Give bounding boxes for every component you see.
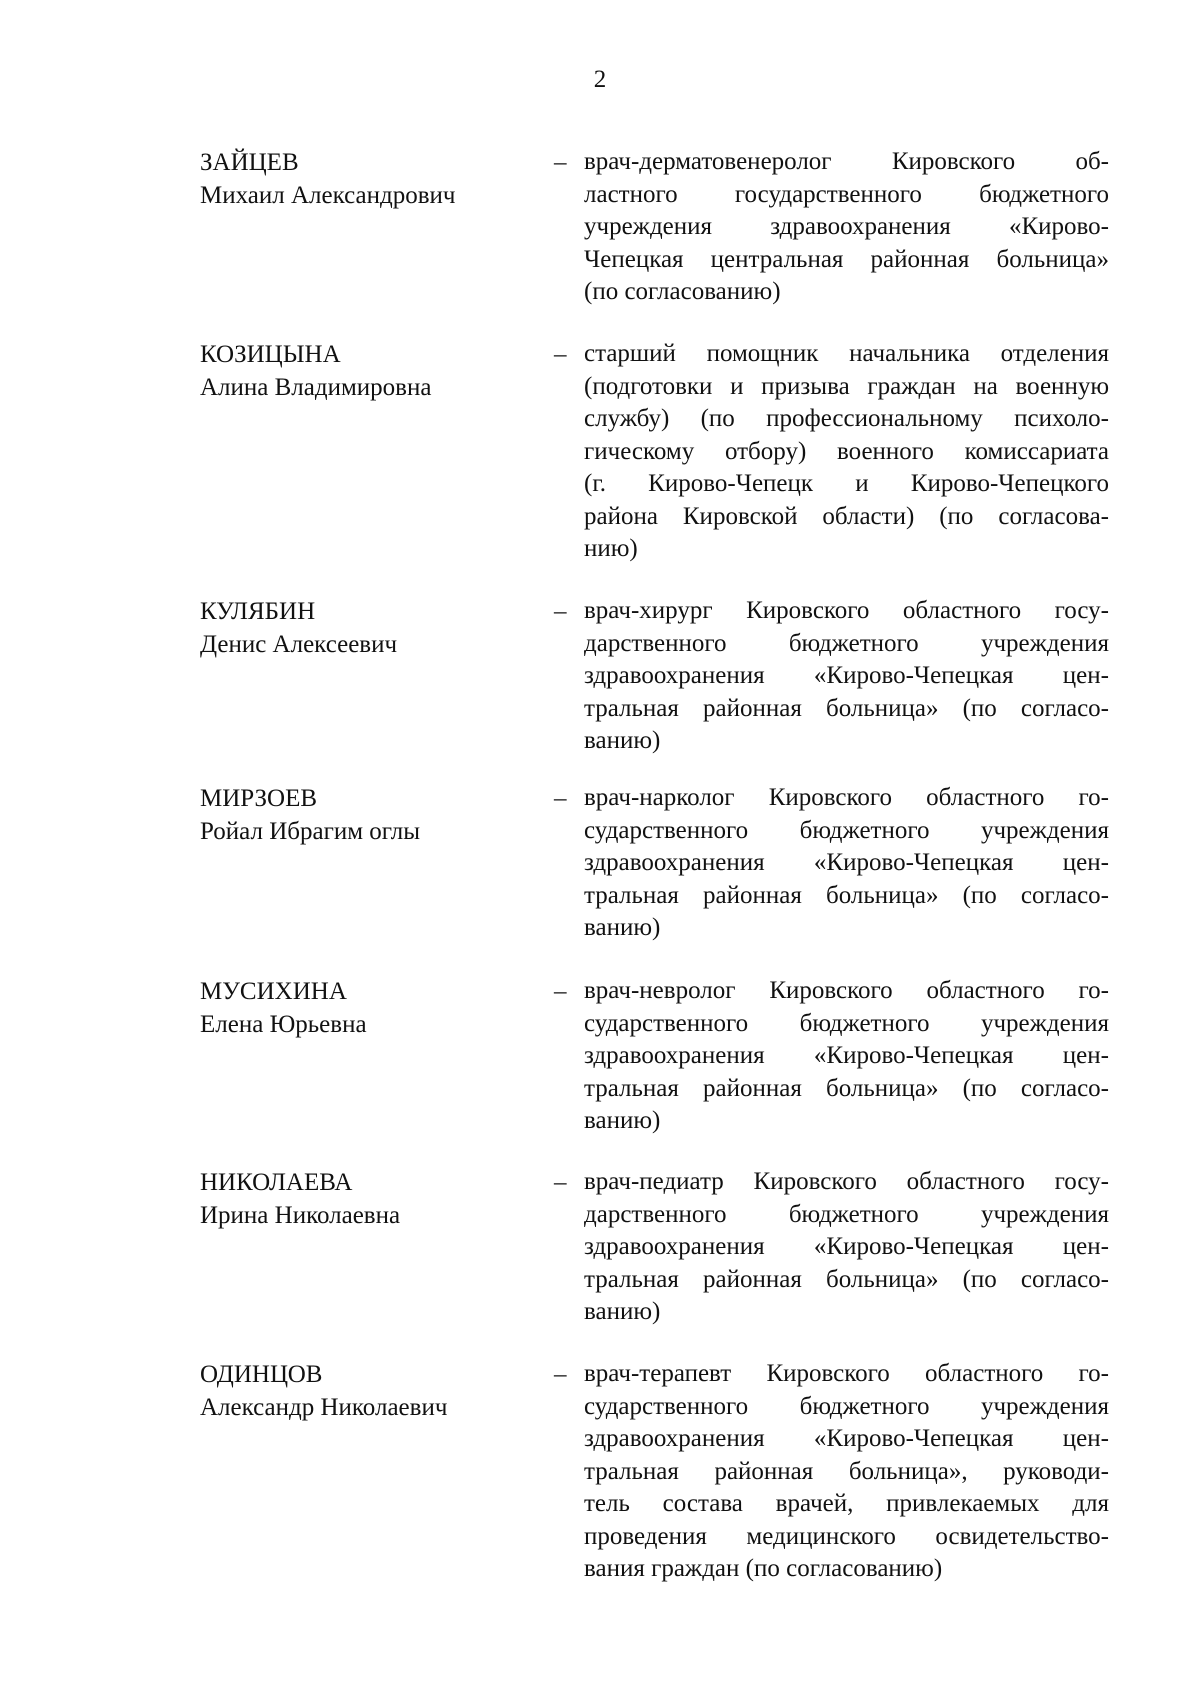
description-line: сударственного бюджетного учреждения <box>584 1009 1109 1037</box>
member-description <box>584 146 1109 309</box>
description-line: здравоохранения «Кирово-Чепецкая цен- <box>584 662 1109 689</box>
list-dash: – <box>554 341 567 368</box>
member-description <box>584 1166 1109 1329</box>
list-dash: – <box>554 598 567 625</box>
description-line: врач-нарколог Кировского областного го- <box>584 784 1109 811</box>
member-given-name: Елена Юрьевна <box>200 1011 367 1038</box>
description-line: ванию) <box>584 1107 661 1134</box>
description-line: здравоохранения «Кирово-Чепецкая цен- <box>584 849 1109 876</box>
member-given-name: Ройал Ибрагим оглы <box>200 818 421 845</box>
list-dash: – <box>554 1169 567 1196</box>
description-line: (подготовки и призыва граждан на военную <box>584 372 1109 400</box>
description-line: тральная районная больница», руководи- <box>584 1457 1109 1485</box>
member-surname: КОЗИЦЫНА <box>200 341 341 368</box>
description-line: Чепецкая центральная районная больница» <box>584 245 1109 273</box>
description-line: района Кировской области) (по согласова- <box>584 502 1109 530</box>
member-given-name: Ирина Николаевна <box>200 1202 401 1229</box>
member-name <box>200 146 530 212</box>
description-line: здравоохранения «Кирово-Чепецкая цен- <box>584 1425 1109 1452</box>
member-name <box>200 1166 530 1232</box>
member-name <box>200 595 530 661</box>
member-description <box>584 595 1109 758</box>
description-line: старший помощник начальника отделения <box>584 340 1109 367</box>
list-dash: – <box>554 978 567 1005</box>
description-line: сударственного бюджетного учреждения <box>584 816 1109 844</box>
member-description <box>584 1358 1109 1586</box>
member-given-name: Александр Николаевич <box>200 1394 448 1421</box>
description-line: нию) <box>584 535 638 562</box>
description-line: ванию) <box>584 1298 661 1325</box>
member-name <box>200 975 530 1041</box>
member-given-name: Денис Алексеевич <box>200 631 398 658</box>
description-line: врач-терапевт Кировского областного го- <box>584 1360 1109 1387</box>
member-given-name: Михаил Александрович <box>200 182 456 209</box>
member-surname: КУЛЯБИН <box>200 598 316 625</box>
description-line: сударственного бюджетного учреждения <box>584 1392 1109 1420</box>
member-surname: МУСИХИНА <box>200 978 347 1005</box>
description-line: врач-дерматовенеролог Кировского об- <box>584 148 1109 175</box>
member-surname: ЗАЙЦЕВ <box>200 149 299 176</box>
description-line: врач-хирург Кировского областного госу- <box>584 597 1109 624</box>
list-dash: – <box>554 1361 567 1388</box>
description-line: вания граждан (по согласованию) <box>584 1555 943 1582</box>
description-line: врач-педиатр Кировского областного госу- <box>584 1168 1109 1195</box>
member-surname: ОДИНЦОВ <box>200 1361 323 1388</box>
description-line: тральная районная больница» (по согласо- <box>584 881 1109 909</box>
description-line: врач-невролог Кировского областного го- <box>584 977 1109 1004</box>
member-name <box>200 338 530 404</box>
member-name <box>200 1358 530 1424</box>
description-line: дарственного бюджетного учреждения <box>584 629 1109 657</box>
member-description <box>584 338 1109 566</box>
member-given-name: Алина Владимировна <box>200 374 432 401</box>
page-number: 2 <box>593 66 607 93</box>
description-line: (по согласованию) <box>584 278 781 305</box>
description-line: (г. Кирово-Чепецк и Кирово-Чепецкого <box>584 470 1109 497</box>
member-surname: НИКОЛАЕВА <box>200 1169 353 1196</box>
description-line: тральная районная больница» (по согласо- <box>584 1265 1109 1293</box>
description-line: проведения медицинского освидетельство- <box>584 1522 1109 1550</box>
description-line: тель состава врачей, привлекаемых для <box>584 1490 1109 1517</box>
description-line: тральная районная больница» (по согласо- <box>584 694 1109 722</box>
description-line: учреждения здравоохранения «Кирово- <box>584 213 1109 240</box>
description-line: ластного государственного бюджетного <box>584 180 1109 208</box>
list-dash: – <box>554 149 567 176</box>
member-surname: МИРЗОЕВ <box>200 785 318 812</box>
description-line: здравоохранения «Кирово-Чепецкая цен- <box>584 1233 1109 1260</box>
description-line: тральная районная больница» (по согласо- <box>584 1074 1109 1102</box>
list-dash: – <box>554 785 567 812</box>
description-line: дарственного бюджетного учреждения <box>584 1200 1109 1228</box>
member-description <box>584 975 1109 1138</box>
description-line: ванию) <box>584 727 661 754</box>
description-line: гическому отбору) военного комиссариата <box>584 437 1109 465</box>
description-line: здравоохранения «Кирово-Чепецкая цен- <box>584 1042 1109 1069</box>
member-name <box>200 782 530 848</box>
description-line: службу) (по профессиональному психоло- <box>584 405 1109 432</box>
member-description <box>584 782 1109 945</box>
description-line: ванию) <box>584 914 661 941</box>
